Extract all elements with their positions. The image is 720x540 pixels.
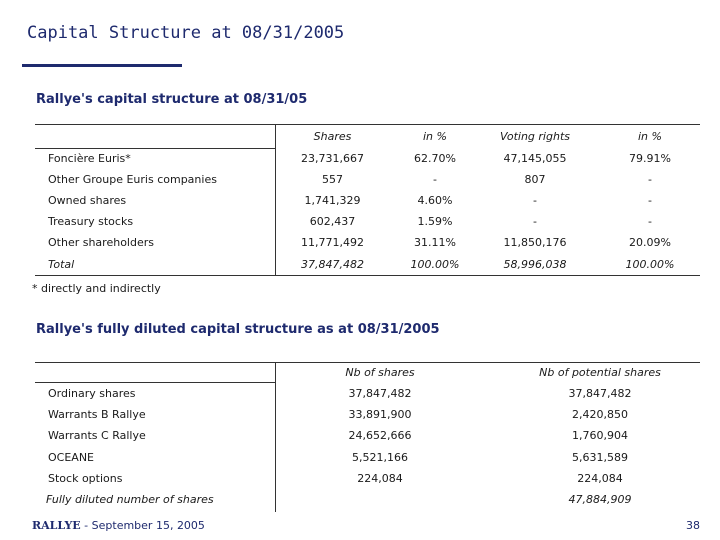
row-voting-pct: -: [648, 194, 652, 207]
table-row: [35, 383, 700, 404]
table-total-row: [35, 254, 700, 275]
row-label: Foncière Euris*: [48, 152, 131, 165]
title-underline: [22, 64, 182, 67]
capital-structure-table: [35, 124, 700, 276]
row-shares-pct: 62.70%: [414, 152, 456, 165]
footer-date: - September 15, 2005: [80, 519, 205, 532]
header-shares: Shares: [313, 130, 352, 143]
table-top-border: [35, 124, 700, 125]
total-voting-rights: 58,996,038: [503, 258, 567, 271]
row-nb-potential: 1,760,904: [572, 429, 628, 442]
fully-diluted-table: [35, 362, 700, 512]
table-row: [35, 211, 700, 232]
page-number: 38: [686, 519, 700, 532]
row-label: Warrants C Rallye: [48, 429, 146, 442]
table-row: [35, 468, 700, 489]
total-shares-pct: 100.00%: [410, 258, 460, 271]
header-shares-pct: in %: [423, 130, 447, 143]
row-nb-potential: 2,420,850: [572, 408, 628, 421]
row-nb-shares: 224,084: [357, 472, 403, 485]
row-shares: 23,731,667: [301, 152, 364, 165]
table-row: [35, 169, 700, 190]
section-title-fully-diluted: Rallye's fully diluted capital structure as at 08/31/2005: [36, 322, 440, 337]
row-nb-potential: 224,084: [577, 472, 623, 485]
row-nb-potential: 5,631,589: [572, 451, 628, 464]
total-label: Fully diluted number of shares: [46, 493, 214, 506]
row-voting-rights: 47,145,055: [503, 152, 567, 165]
row-shares: 602,437: [309, 215, 356, 228]
row-nb-shares: 24,652,666: [348, 429, 412, 442]
row-shares-pct: 4.60%: [417, 194, 453, 207]
row-voting-rights: 807: [524, 173, 546, 186]
row-label: Ordinary shares: [48, 387, 136, 400]
row-label: Other shareholders: [48, 236, 154, 249]
total-label: Total: [48, 258, 75, 271]
footnote: * directly and indirectly: [32, 282, 161, 295]
row-label: Warrants B Rallye: [48, 408, 146, 421]
footer: [32, 519, 205, 532]
page-title: Capital Structure at 08/31/2005: [27, 23, 345, 43]
row-voting-rights: 11,850,176: [503, 236, 567, 249]
table-header-row: [35, 362, 700, 383]
row-label: Treasury stocks: [48, 215, 134, 228]
table-row: [35, 447, 700, 468]
row-shares: 11,771,492: [301, 236, 364, 249]
row-voting-rights: -: [533, 215, 537, 228]
table-row: [35, 404, 700, 425]
row-shares-pct: -: [433, 173, 437, 186]
row-label: Owned shares: [48, 194, 127, 207]
row-shares-pct: 1.59%: [417, 215, 453, 228]
table-row: [35, 425, 700, 446]
row-label: Other Groupe Euris companies: [48, 173, 217, 186]
row-voting-pct: -: [648, 173, 652, 186]
row-voting-pct: 20.09%: [629, 236, 671, 249]
header-voting-pct: in %: [638, 130, 662, 143]
row-voting-pct: 79.91%: [629, 152, 671, 165]
header-nb-shares: Nb of shares: [345, 366, 415, 379]
table-row: [35, 190, 700, 211]
total-nb-potential: 47,884,909: [568, 493, 632, 506]
table-row: [35, 148, 700, 169]
row-voting-pct: -: [648, 215, 652, 228]
header-nb-potential-shares: Nb of potential shares: [539, 366, 661, 379]
row-voting-rights: -: [533, 194, 537, 207]
row-shares: 1,741,329: [304, 194, 361, 207]
row-nb-shares: 5,521,166: [352, 451, 408, 464]
row-shares: 557: [322, 173, 343, 186]
brand-logo-text: RALLYE: [32, 519, 81, 532]
table-row: [35, 232, 700, 253]
header-voting-rights: Voting rights: [499, 130, 570, 143]
row-nb-shares: 33,891,900: [348, 408, 412, 421]
table-header-row: [35, 126, 700, 147]
total-shares: 37,847,482: [301, 258, 364, 271]
row-label: OCEANE: [48, 451, 94, 464]
section-title-capital-structure: Rallye's capital structure at 08/31/05: [36, 92, 308, 107]
row-label: Stock options: [48, 472, 123, 485]
row-nb-shares: 37,847,482: [348, 387, 412, 400]
table-bottom-border: [35, 275, 700, 276]
table-total-row: [35, 489, 700, 510]
row-nb-potential: 37,847,482: [568, 387, 632, 400]
row-shares-pct: 31.11%: [414, 236, 456, 249]
total-voting-pct: 100.00%: [625, 258, 675, 271]
